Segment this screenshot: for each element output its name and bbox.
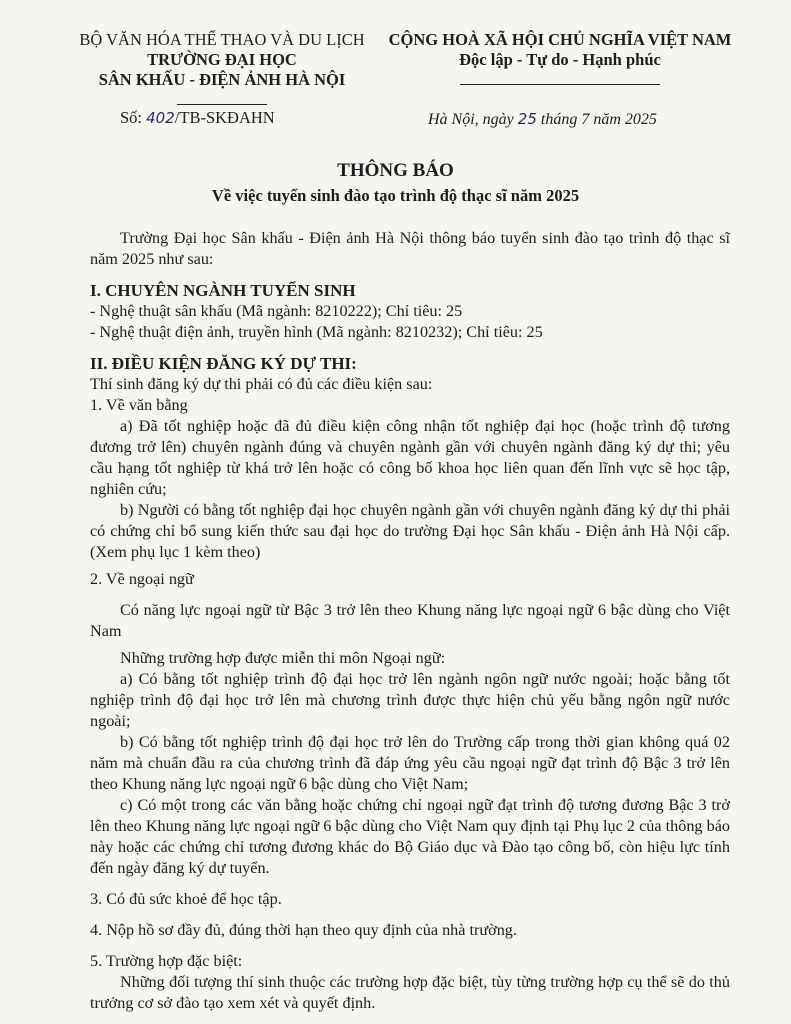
condition-paragraph: Những đối tượng thí sinh thuộc các trường hợp đặc biệt, tùy từng trường hợp cụ thể sẽ do thủ trưởng cơ sở đào tạo xem xét và quyết định. — [90, 973, 730, 1012]
condition-title: 5. Trường hợp đặc biệt: — [90, 952, 243, 970]
major-item: - Nghệ thuật điện ảnh, truyền hình (Mã ngành: 8210232); Chỉ tiêu: 25 — [90, 323, 543, 341]
document-number: Số: 402/TB-SKĐAHN — [120, 108, 275, 127]
school-name-line1: TRƯỜNG ĐẠI HỌC — [147, 50, 297, 69]
condition-paragraph: b) Người có bằng tốt nghiệp đại học chuyên ngành gần với chuyên ngành đăng ký dự thi phải có chứng chỉ bổ sung kiến thức sau đại học do trường Đại học Sân khấu - Điện ảnh Hà Nội cấp. (Xem phụ lục 1 kèm theo) — [90, 501, 730, 561]
ministry-name: BỘ VĂN HÓA THỂ THAO VÀ DU LỊCH — [79, 30, 365, 49]
issuer-block — [62, 30, 382, 110]
condition-paragraph: b) Có bằng tốt nghiệp trình độ đại học trở lên do Trường cấp trong thời gian không quá 02 năm mà chuẩn đầu ra của chương trình đã đáp ứng yêu cầu ngoại ngữ đạt trình độ Bậc 3 trở lên theo Khung năng lực ngoại ngữ 6 bậc dùng cho Việt Nam; — [90, 733, 730, 793]
section2-lead: Thí sinh đăng ký dự thi phải có đủ các điều kiện sau: — [90, 375, 433, 393]
document-subtitle: Về việc tuyển sinh đào tạo trình độ thạc sĩ năm 2025 — [211, 186, 580, 205]
issuer-underline — [177, 104, 267, 105]
exemption-lead: Những trường hợp được miễn thi môn Ngoại ngữ: — [120, 649, 446, 667]
condition-paragraph: a) Đã tốt nghiệp hoặc đã đủ điều kiện công nhận tốt nghiệp đại học (hoặc trình độ tương đương trở lên) chuyên ngành đúng và chuyên ngành gần với chuyên ngành đăng ký dự thi; yêu cầu hạng tốt nghiệp từ khá trở lên hoặc có công bố khoa học liên quan đến lĩnh vực sẽ học tập, nghiên cứu; — [90, 417, 730, 498]
document-date: Hà Nội, ngày 25 tháng 7 năm 2025 — [428, 110, 657, 128]
national-header — [360, 30, 760, 90]
intro-paragraph: Trường Đại học Sân khấu - Điện ảnh Hà Nội thông báo tuyển sinh đào tạo trình độ thạc sĩ năm 2025 như sau: — [90, 229, 730, 268]
condition-paragraph: c) Có một trong các văn bằng hoặc chứng chỉ ngoại ngữ đạt trình độ tương đương Bậc 3 trở lên theo Khung năng lực ngoại ngữ 6 bậc dùng cho Việt Nam quy định tại Phụ lục 2 của thông báo này hoặc các chứng chỉ tương đương khác do Bộ Giáo dục và Đào tạo công bố, còn hiệu lực tính đến ngày đăng ký dự tuyển. — [90, 796, 730, 877]
section2-heading: II. ĐIỀU KIỆN ĐĂNG KÝ DỰ THI: — [90, 354, 357, 373]
condition-title: 4. Nộp hồ sơ đầy đủ, đúng thời hạn theo quy định của nhà trường. — [90, 921, 517, 939]
motto-underline — [460, 84, 660, 85]
condition-title: 1. Về văn bằng — [90, 396, 188, 414]
national-motto: Độc lập - Tự do - Hạnh phúc — [459, 50, 661, 69]
handwritten-day: 25 — [517, 110, 537, 128]
condition-title: 3. Có đủ sức khoẻ để học tập. — [90, 890, 282, 908]
major-item: - Nghệ thuật sân khấu (Mã ngành: 8210222); Chỉ tiêu: 25 — [90, 302, 463, 320]
document-title: THÔNG BÁO — [337, 160, 454, 181]
condition-paragraph: Có năng lực ngoại ngữ từ Bậc 3 trở lên theo Khung năng lực ngoại ngữ 6 bậc dùng cho Việt Nam — [90, 601, 730, 640]
condition-paragraph: a) Có bằng tốt nghiệp trình độ đại học trở lên ngành ngôn ngữ nước ngoài; hoặc bằng tốt nghiệp trình độ đại học trở lên mà chương trình được thực hiện chủ yếu bằng ngôn ngữ nước ngoài; — [90, 670, 730, 730]
section1-heading: I. CHUYÊN NGÀNH TUYỂN SINH — [90, 281, 356, 300]
nation-name: CỘNG HOÀ XÃ HỘI CHỦ NGHĨA VIỆT NAM — [388, 30, 732, 49]
document-body — [90, 228, 730, 1014]
school-name-line2: SÂN KHẤU - ĐIỆN ẢNH HÀ NỘI — [98, 70, 346, 89]
condition-title: 2. Về ngoại ngữ — [90, 570, 194, 588]
handwritten-number: 402 — [146, 109, 175, 127]
